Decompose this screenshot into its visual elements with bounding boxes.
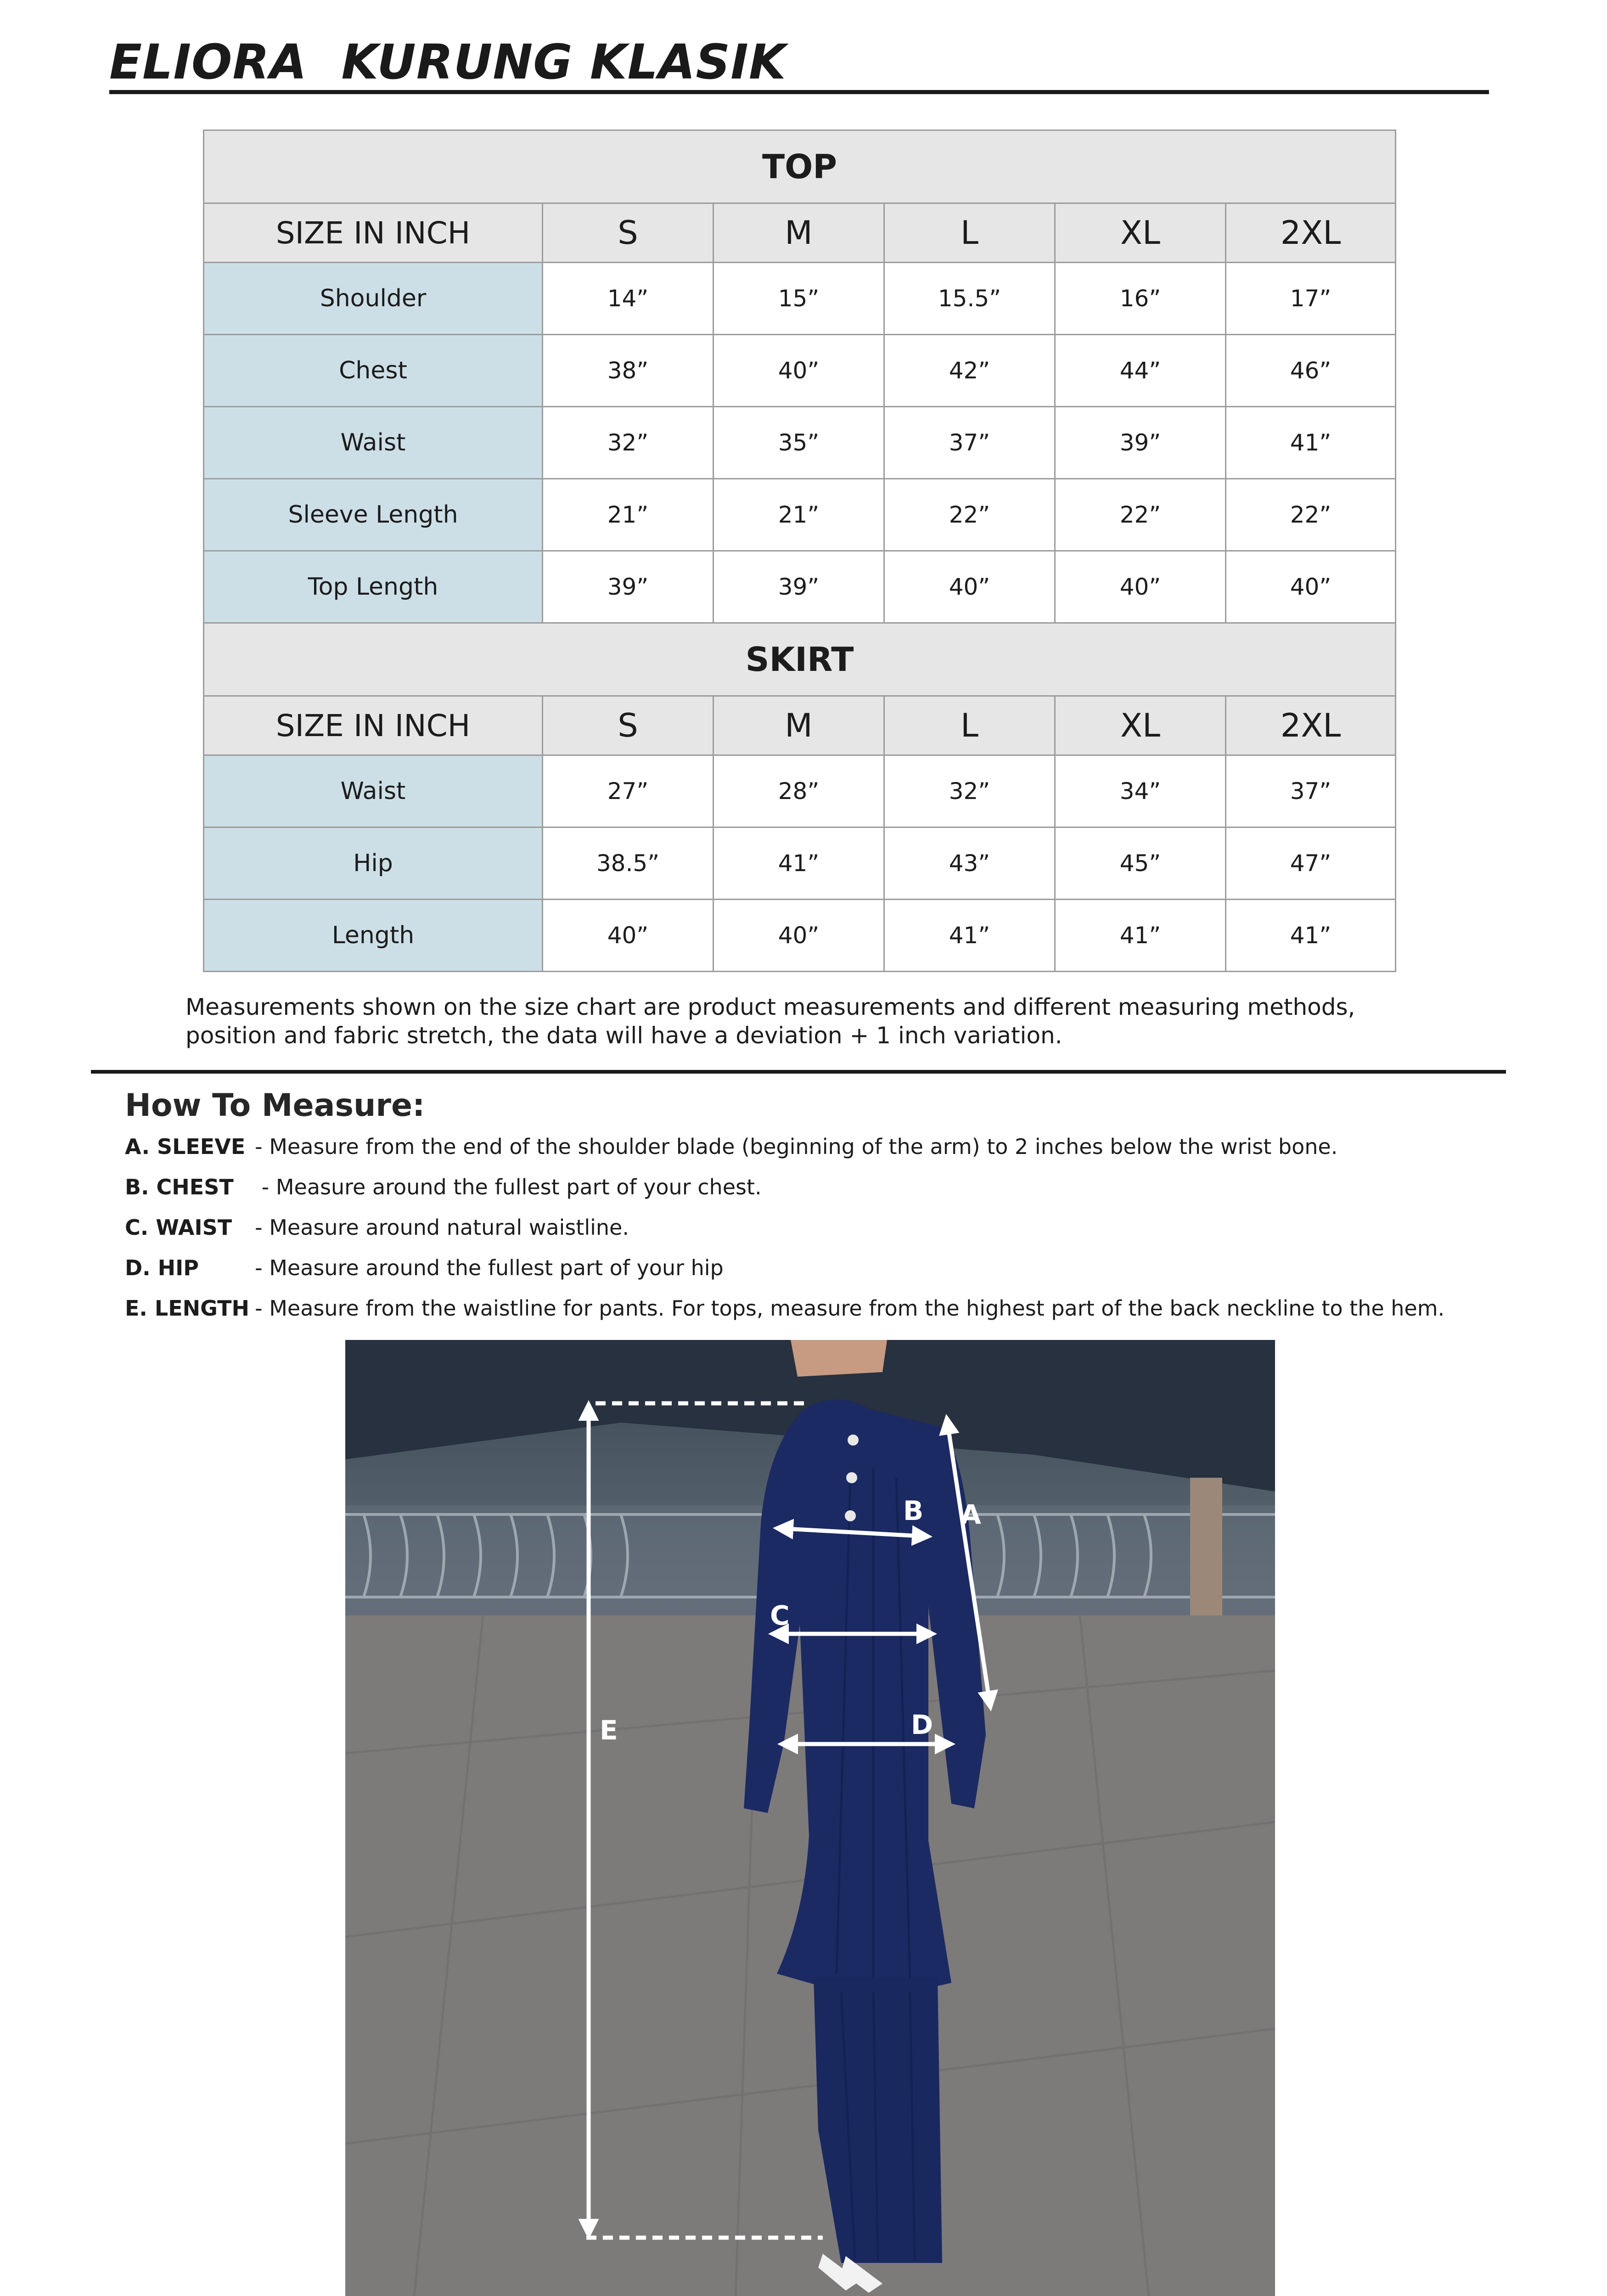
top-size-xl: XL (1055, 203, 1226, 263)
table-cell: 47” (1226, 827, 1396, 900)
list-item (125, 1175, 1444, 1215)
table-cell: 22” (1055, 479, 1226, 551)
skirt-header-row (204, 696, 1396, 755)
skirt-size-s: S (543, 696, 714, 755)
measurement-illustration (345, 1340, 1275, 2296)
table-cell: 40” (884, 551, 1055, 623)
table-cell: 39” (714, 551, 884, 623)
size-chart-table (203, 129, 1396, 972)
table-row (204, 407, 1396, 479)
row-label: Shoulder (204, 263, 543, 335)
measure-steps-list (125, 1134, 1444, 1336)
step-label: C. WAIST (125, 1215, 232, 1240)
table-row (204, 900, 1396, 972)
measurement-note: Measurements shown on the size chart are product measurements and different measuring methods, position and fabric stretch, the data will have a deviation + 1 inch variation. (185, 994, 1355, 1049)
table-cell: 28” (714, 755, 884, 827)
step-label: A. SLEEVE (125, 1134, 246, 1159)
table-cell: 35” (714, 407, 884, 479)
step-label: B. CHEST (125, 1175, 234, 1199)
marker-c: C (770, 1600, 790, 1631)
row-label: Waist (204, 755, 543, 827)
table-cell: 43” (884, 827, 1055, 900)
row-label: Sleeve Length (204, 479, 543, 551)
step-label: E. LENGTH (125, 1296, 249, 1321)
step-text: - Measure around natural waistline. (255, 1215, 629, 1240)
marker-a: A (961, 1499, 981, 1530)
step-text: - Measure around the fullest part of your chest. (255, 1175, 762, 1199)
table-cell: 32” (884, 755, 1055, 827)
table-cell: 21” (543, 479, 714, 551)
section-divider (91, 1070, 1506, 1074)
table-row (204, 263, 1396, 335)
table-cell: 21” (714, 479, 884, 551)
table-cell: 46” (1226, 335, 1396, 407)
skirt-section-title: SKIRT (204, 623, 1396, 696)
table-row (204, 827, 1396, 900)
how-to-measure-title: How To Measure: (125, 1087, 425, 1124)
table-cell: 40” (543, 900, 714, 972)
model-measurement-photo (345, 1340, 1275, 2296)
skirt-size-l: L (884, 696, 1055, 755)
table-cell: 40” (1055, 551, 1226, 623)
table-cell: 15.5” (884, 263, 1055, 335)
top-size-s: S (543, 203, 714, 263)
table-cell: 37” (884, 407, 1055, 479)
list-item (125, 1255, 1444, 1296)
table-cell: 38.5” (543, 827, 714, 900)
top-section-row (204, 130, 1396, 203)
row-label: Top Length (204, 551, 543, 623)
table-cell: 40” (1226, 551, 1396, 623)
skirt-size-m: M (714, 696, 884, 755)
step-label: D. HIP (125, 1255, 199, 1280)
table-cell: 41” (1226, 407, 1396, 479)
skirt-size-xl: XL (1055, 696, 1226, 755)
step-text: - Measure around the fullest part of your hip (255, 1255, 724, 1280)
table-cell: 40” (714, 900, 884, 972)
top-section-title: TOP (204, 130, 1396, 203)
table-cell: 34” (1055, 755, 1226, 827)
table-row (204, 479, 1396, 551)
table-cell: 39” (1055, 407, 1226, 479)
table-cell: 37” (1226, 755, 1396, 827)
table-cell: 45” (1055, 827, 1226, 900)
row-label: Chest (204, 335, 543, 407)
table-cell: 15” (714, 263, 884, 335)
title-divider (109, 90, 1489, 94)
pillar (1190, 1478, 1222, 1629)
skirt-section-row (204, 623, 1396, 696)
top-size-m: M (714, 203, 884, 263)
top-size-l: L (884, 203, 1055, 263)
marker-b: B (903, 1495, 924, 1526)
step-text: - Measure from the waistline for pants. For tops, measure from the highest part of the back neckline to the hem. (255, 1296, 1445, 1321)
list-item (125, 1215, 1444, 1255)
list-item (125, 1296, 1444, 1336)
table-cell: 41” (714, 827, 884, 900)
skirt-header-label: SIZE IN INCH (204, 696, 543, 755)
table-cell: 44” (1055, 335, 1226, 407)
skirt-size-2xl: 2XL (1226, 696, 1396, 755)
table-cell: 22” (884, 479, 1055, 551)
table-cell: 39” (543, 551, 714, 623)
top-header-row (204, 203, 1396, 263)
table-cell: 14” (543, 263, 714, 335)
row-label: Length (204, 900, 543, 972)
table-cell: 38” (543, 335, 714, 407)
table-cell: 42” (884, 335, 1055, 407)
table-cell: 17” (1226, 263, 1396, 335)
table-cell: 32” (543, 407, 714, 479)
top-size-2xl: 2XL (1226, 203, 1396, 263)
table-row (204, 755, 1396, 827)
page-title: ELIORA KURUNG KLASIK (109, 34, 787, 90)
list-item (125, 1134, 1444, 1175)
table-row (204, 551, 1396, 623)
table-cell: 41” (1055, 900, 1226, 972)
table-cell: 16” (1055, 263, 1226, 335)
table-cell: 22” (1226, 479, 1396, 551)
marker-e: E (600, 1715, 618, 1746)
table-cell: 41” (1226, 900, 1396, 972)
marker-d: D (911, 1709, 933, 1740)
row-label: Hip (204, 827, 543, 900)
table-cell: 41” (884, 900, 1055, 972)
step-text: - Measure from the end of the shoulder blade (beginning of the arm) to 2 inches below the wrist bone. (255, 1134, 1338, 1159)
table-row (204, 335, 1396, 407)
table-cell: 40” (714, 335, 884, 407)
table-cell: 27” (543, 755, 714, 827)
row-label: Waist (204, 407, 543, 479)
top-header-label: SIZE IN INCH (204, 203, 543, 263)
